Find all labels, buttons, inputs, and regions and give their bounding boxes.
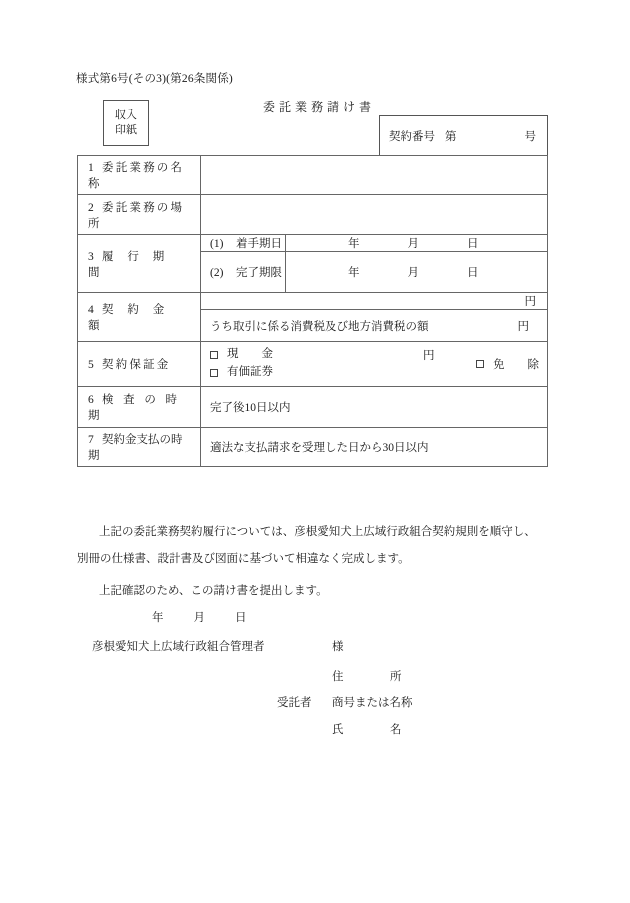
row4-tax-yen: 円 — [517, 320, 529, 333]
row5-deposit-cell — [201, 342, 548, 387]
address-label-second: 所 — [390, 671, 402, 683]
row3-sub2-month: 月 — [407, 267, 419, 279]
revenue-stamp-line1: 収入 — [115, 109, 137, 122]
document-title: 委託業務請け書 — [262, 100, 375, 114]
row6-label-cell — [78, 386, 201, 427]
row3-sub2-date-cell[interactable] — [286, 252, 548, 293]
row4-amount-cell[interactable] — [201, 293, 548, 310]
address-label-first: 住 — [332, 671, 344, 683]
table-row-7 — [78, 427, 548, 466]
form-number-label: 様式第6号(その3)(第26条関係) — [76, 73, 233, 85]
row3-label: 履 行 期 間 — [88, 250, 170, 279]
row4-tax-label: うち取引に係る消費税及び地方消費税の額 — [210, 320, 429, 333]
row7-label: 契約金支払の時期 — [88, 433, 183, 462]
table-row-3a — [78, 235, 548, 252]
cash-yen-label: 円 — [423, 350, 435, 362]
exempt-checkbox-row[interactable] — [476, 356, 539, 372]
row4-label: 契 約 金 額 — [88, 304, 170, 332]
securities-checkbox-icon[interactable] — [210, 369, 218, 377]
cash-checkbox-icon[interactable] — [210, 351, 218, 359]
address-field-label[interactable] — [332, 668, 402, 684]
table-row-5 — [78, 342, 548, 387]
row3-sub1-label: 着手期日 — [236, 238, 282, 250]
row1-number: 1 — [88, 162, 96, 174]
row1-label-cell — [78, 156, 201, 195]
signature-day: 日 — [235, 612, 247, 624]
row3-sub2-label: 完了期限 — [236, 267, 282, 279]
signature-date-line[interactable] — [152, 609, 247, 625]
name-label-first: 氏 — [332, 724, 344, 736]
row2-label: 委託業務の場所 — [88, 201, 185, 230]
contract-number-box — [379, 115, 548, 155]
row3-sub1-date-cell[interactable] — [286, 235, 548, 252]
row4-tax-cell[interactable] — [201, 310, 548, 342]
revenue-stamp-line2: 印紙 — [115, 124, 137, 136]
addressee-name: 彦根愛知犬上広域行政組合管理者 — [92, 641, 265, 653]
row2-number: 2 — [88, 201, 96, 214]
table-row-1 — [78, 156, 548, 195]
declaration-paragraph-line2: 別冊の仕様書、設計書及び図面に基づいて相違なく完成します。 — [77, 553, 410, 565]
row3-sub1-year: 年 — [348, 238, 360, 250]
row2-value-cell[interactable] — [201, 195, 548, 235]
signature-month: 月 — [193, 612, 205, 624]
row7-number: 7 — [88, 433, 94, 446]
contract-number-label: 契約番号 — [389, 130, 435, 143]
contract-number-go: 号 — [524, 130, 536, 143]
row3-sub1-month: 月 — [407, 238, 419, 250]
row7-label-cell — [78, 427, 201, 466]
addressee-honorific: 様 — [332, 641, 344, 653]
row3-sub1-number: (1) — [210, 238, 224, 250]
row6-label: 検 査 の 時 期 — [88, 393, 181, 422]
exempt-label: 免 除 — [493, 359, 539, 371]
row2-label-cell — [78, 195, 201, 235]
contractor-label: 受託者 — [277, 697, 312, 709]
table-row-4a — [78, 293, 548, 310]
signature-year: 年 — [152, 612, 164, 624]
table-row-2 — [78, 195, 548, 235]
row3-label-cell — [78, 235, 201, 293]
declaration-paragraph-line1: 上記の委託業務契約履行については、彦根愛知犬上広域行政組合契約規則を順守し、 — [99, 526, 536, 538]
company-name-field-label[interactable]: 商号または名称 — [332, 697, 413, 709]
securities-label: 有価証券 — [227, 365, 273, 378]
row3-sub2-label-cell — [201, 252, 286, 293]
row4-label-cell — [78, 293, 201, 342]
submission-paragraph: 上記確認のため、この請け書を提出します。 — [99, 585, 328, 597]
row4-amount-yen: 円 — [524, 296, 536, 308]
row6-value-cell: 完了後10日以内 — [201, 386, 548, 427]
row5-label-cell — [78, 342, 201, 387]
row5-number: 5 — [88, 358, 96, 371]
row5-label: 契約保証金 — [102, 358, 171, 371]
person-name-field-label[interactable] — [332, 721, 402, 737]
row3-number: 3 — [88, 250, 100, 263]
name-label-second: 名 — [390, 724, 402, 736]
row3-sub2-number: (2) — [210, 267, 224, 279]
cash-label: 現 金 — [227, 348, 273, 360]
exempt-checkbox-icon[interactable] — [476, 360, 484, 368]
contract-details-table — [77, 155, 548, 467]
row1-label: 委託業務の名称 — [88, 162, 185, 190]
table-row-6 — [78, 386, 548, 427]
row3-sub1-day: 日 — [467, 238, 479, 250]
row7-value-cell: 適法な支払請求を受理した日から30日以内 — [201, 427, 548, 466]
row3-sub1-label-cell — [201, 235, 286, 252]
row4-number: 4 — [88, 304, 100, 316]
row1-value-cell[interactable] — [201, 156, 548, 195]
row3-sub2-day: 日 — [467, 267, 479, 279]
contract-number-dai: 第 — [445, 130, 457, 143]
row6-number: 6 — [88, 393, 98, 406]
row3-sub2-year: 年 — [348, 267, 360, 279]
